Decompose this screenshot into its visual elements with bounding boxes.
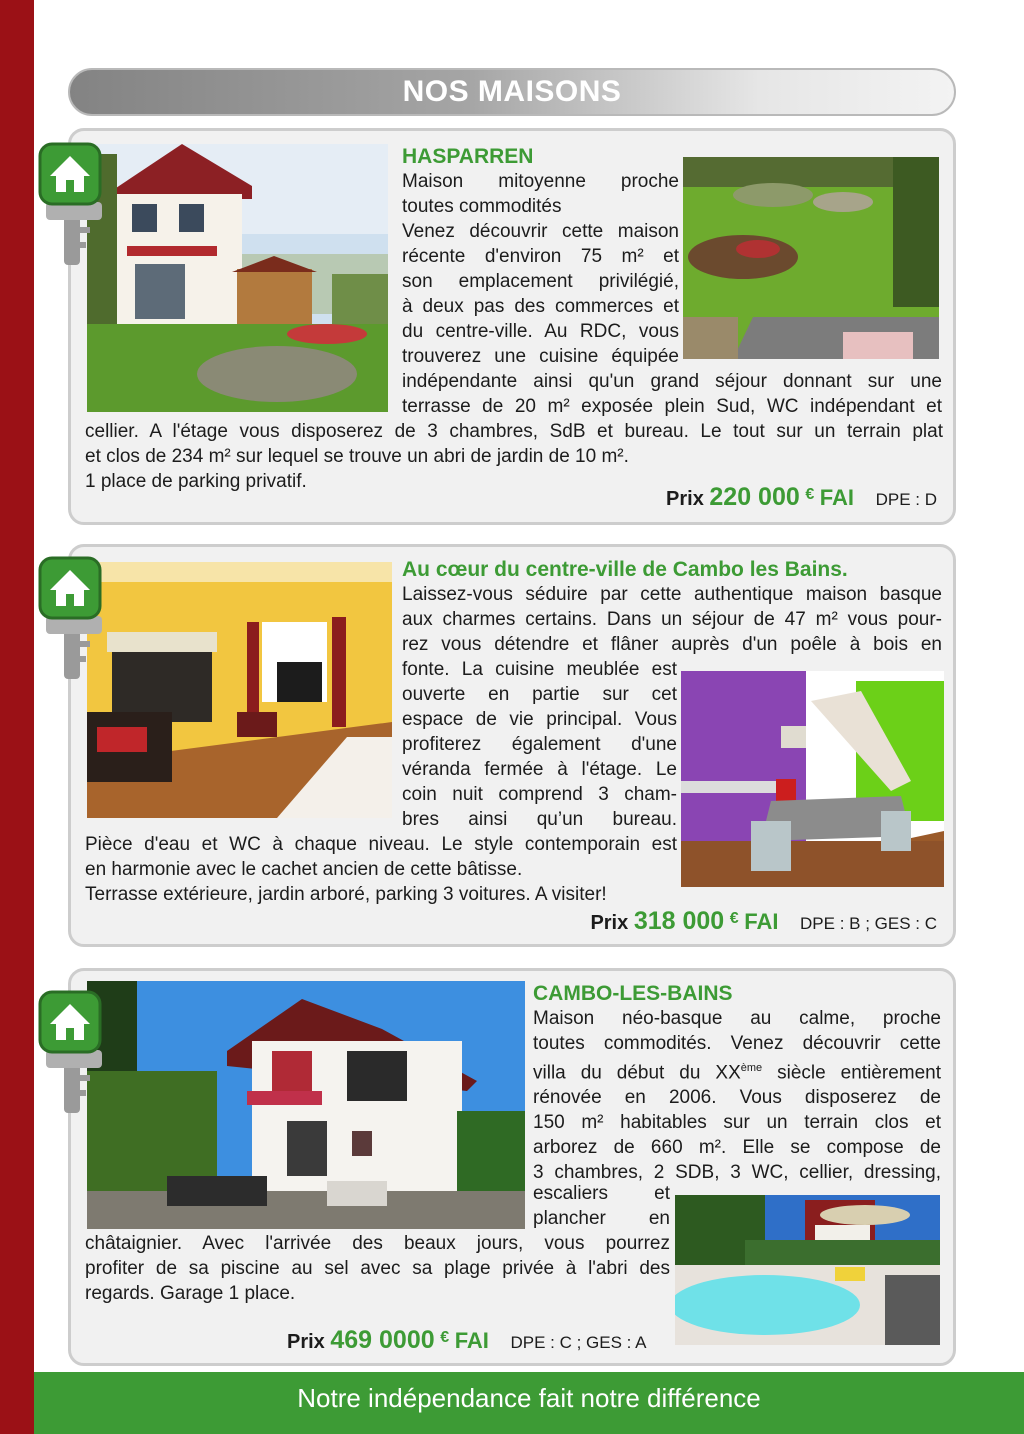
listing-title: Au cœur du centre-ville de Cambo les Bains. xyxy=(402,558,848,581)
listing-description-bottom: châtaignier. Avec l'arrivée des beaux jours, vous pourrez profiter de sa piscine au sel avec sa plage privée à l'abri des regards. Garage 1 place. xyxy=(85,1233,670,1304)
energy-rating: DPE : C ; GES : A xyxy=(510,1333,647,1352)
price-value: 220 000 xyxy=(709,483,800,511)
listing-title: CAMBO-LES-BAINS xyxy=(533,982,733,1005)
house-key-icon xyxy=(38,142,108,267)
footer-slogan: Notre indépendance fait notre différence xyxy=(297,1383,761,1413)
pool-photo xyxy=(675,1195,940,1345)
listing-description-top: Laissez-vous séduire par cette authentique maison basque aux charmes certains. Dans un séjour de 47 m² vous pour- rez vous détendre et flâner auprès d'un poêle à bois en xyxy=(402,584,942,655)
listing-description-top: Maison néo-basque au calme, proche toutes commodités. Venez découvrir cette villa du début du XXème siècle entièrement rénovée en 2006. Vous disposerez de 150 m² habitables sur un terrain clos et arborez de 660 m². Elle se compose de 3 chambres, 2 SDB, 3 WC, cellier, dressing, xyxy=(533,1008,941,1184)
listing-description-bottom: cellier. A l'étage vous disposerez de 3 chambres, SdB et bureau. Le tout sur un terrain plat et clos de 234 m² sur lequel se trouve un abri de jardin de 10 m². 1 place de parking privatif. xyxy=(85,421,943,492)
section-banner xyxy=(68,68,956,116)
garden-photo xyxy=(683,157,939,359)
villa-exterior-photo xyxy=(87,981,525,1229)
listing-card-hasparren xyxy=(68,128,956,525)
price-value: 469 0000 xyxy=(330,1326,435,1354)
listing-description-mid: escaliers et plancher en xyxy=(533,1183,670,1229)
energy-rating: DPE : D xyxy=(875,490,937,509)
footer-slogan-bar xyxy=(34,1372,1024,1434)
price-line: Prix 318 000 € FAI DPE : B ; GES : C xyxy=(590,907,937,935)
listing-description-bottom: Pièce d'eau et WC à chaque niveau. Le style contemporain est en harmonie avec le cachet ancien de cette bâtisse. Terrasse extérieure, jardin arboré, parking 3 voitures. A visiter! xyxy=(85,834,677,905)
kitchen-dining-photo xyxy=(681,671,944,887)
listing-card-cambo-les-bains xyxy=(68,968,956,1366)
energy-rating: DPE : B ; GES : C xyxy=(800,914,937,933)
left-red-bar xyxy=(0,0,34,1434)
living-room-photo xyxy=(87,562,392,818)
price-line: Prix 220 000 € FAI DPE : D xyxy=(666,483,937,511)
listing-description-mid: indépendante ainsi qu'un grand séjour donnant sur une terrasse de 20 m² exposée plein Sud, WC indépendant et xyxy=(402,371,942,417)
listing-card-cambo-centre xyxy=(68,544,956,947)
house-key-icon xyxy=(38,990,108,1115)
listing-title: HASPARREN xyxy=(402,145,534,168)
listing-description-mid: fonte. La cuisine meublée est ouverte en partie sur cet espace de vie principal. Vous profiterez également d'une véranda fermée à l'étage. Le coin nuit comprend 3 cham- bres ainsi qu’un bureau. xyxy=(402,659,677,830)
house-exterior-photo xyxy=(87,144,388,412)
price-line: Prix 469 0000 € FAI DPE : C ; GES : A xyxy=(287,1326,647,1354)
house-key-icon xyxy=(38,556,108,681)
price-value: 318 000 xyxy=(633,907,725,935)
section-title: NOS MAISONS xyxy=(402,75,622,108)
listing-description-top: Maison mitoyenne proche toutes commodités Venez découvrir cette maison récente d'environ 75 m² et son emplacement privilégié, à deux pas des commerces et du centre-ville. Au RDC, vous trouverez une cuisine équipée xyxy=(402,171,679,367)
